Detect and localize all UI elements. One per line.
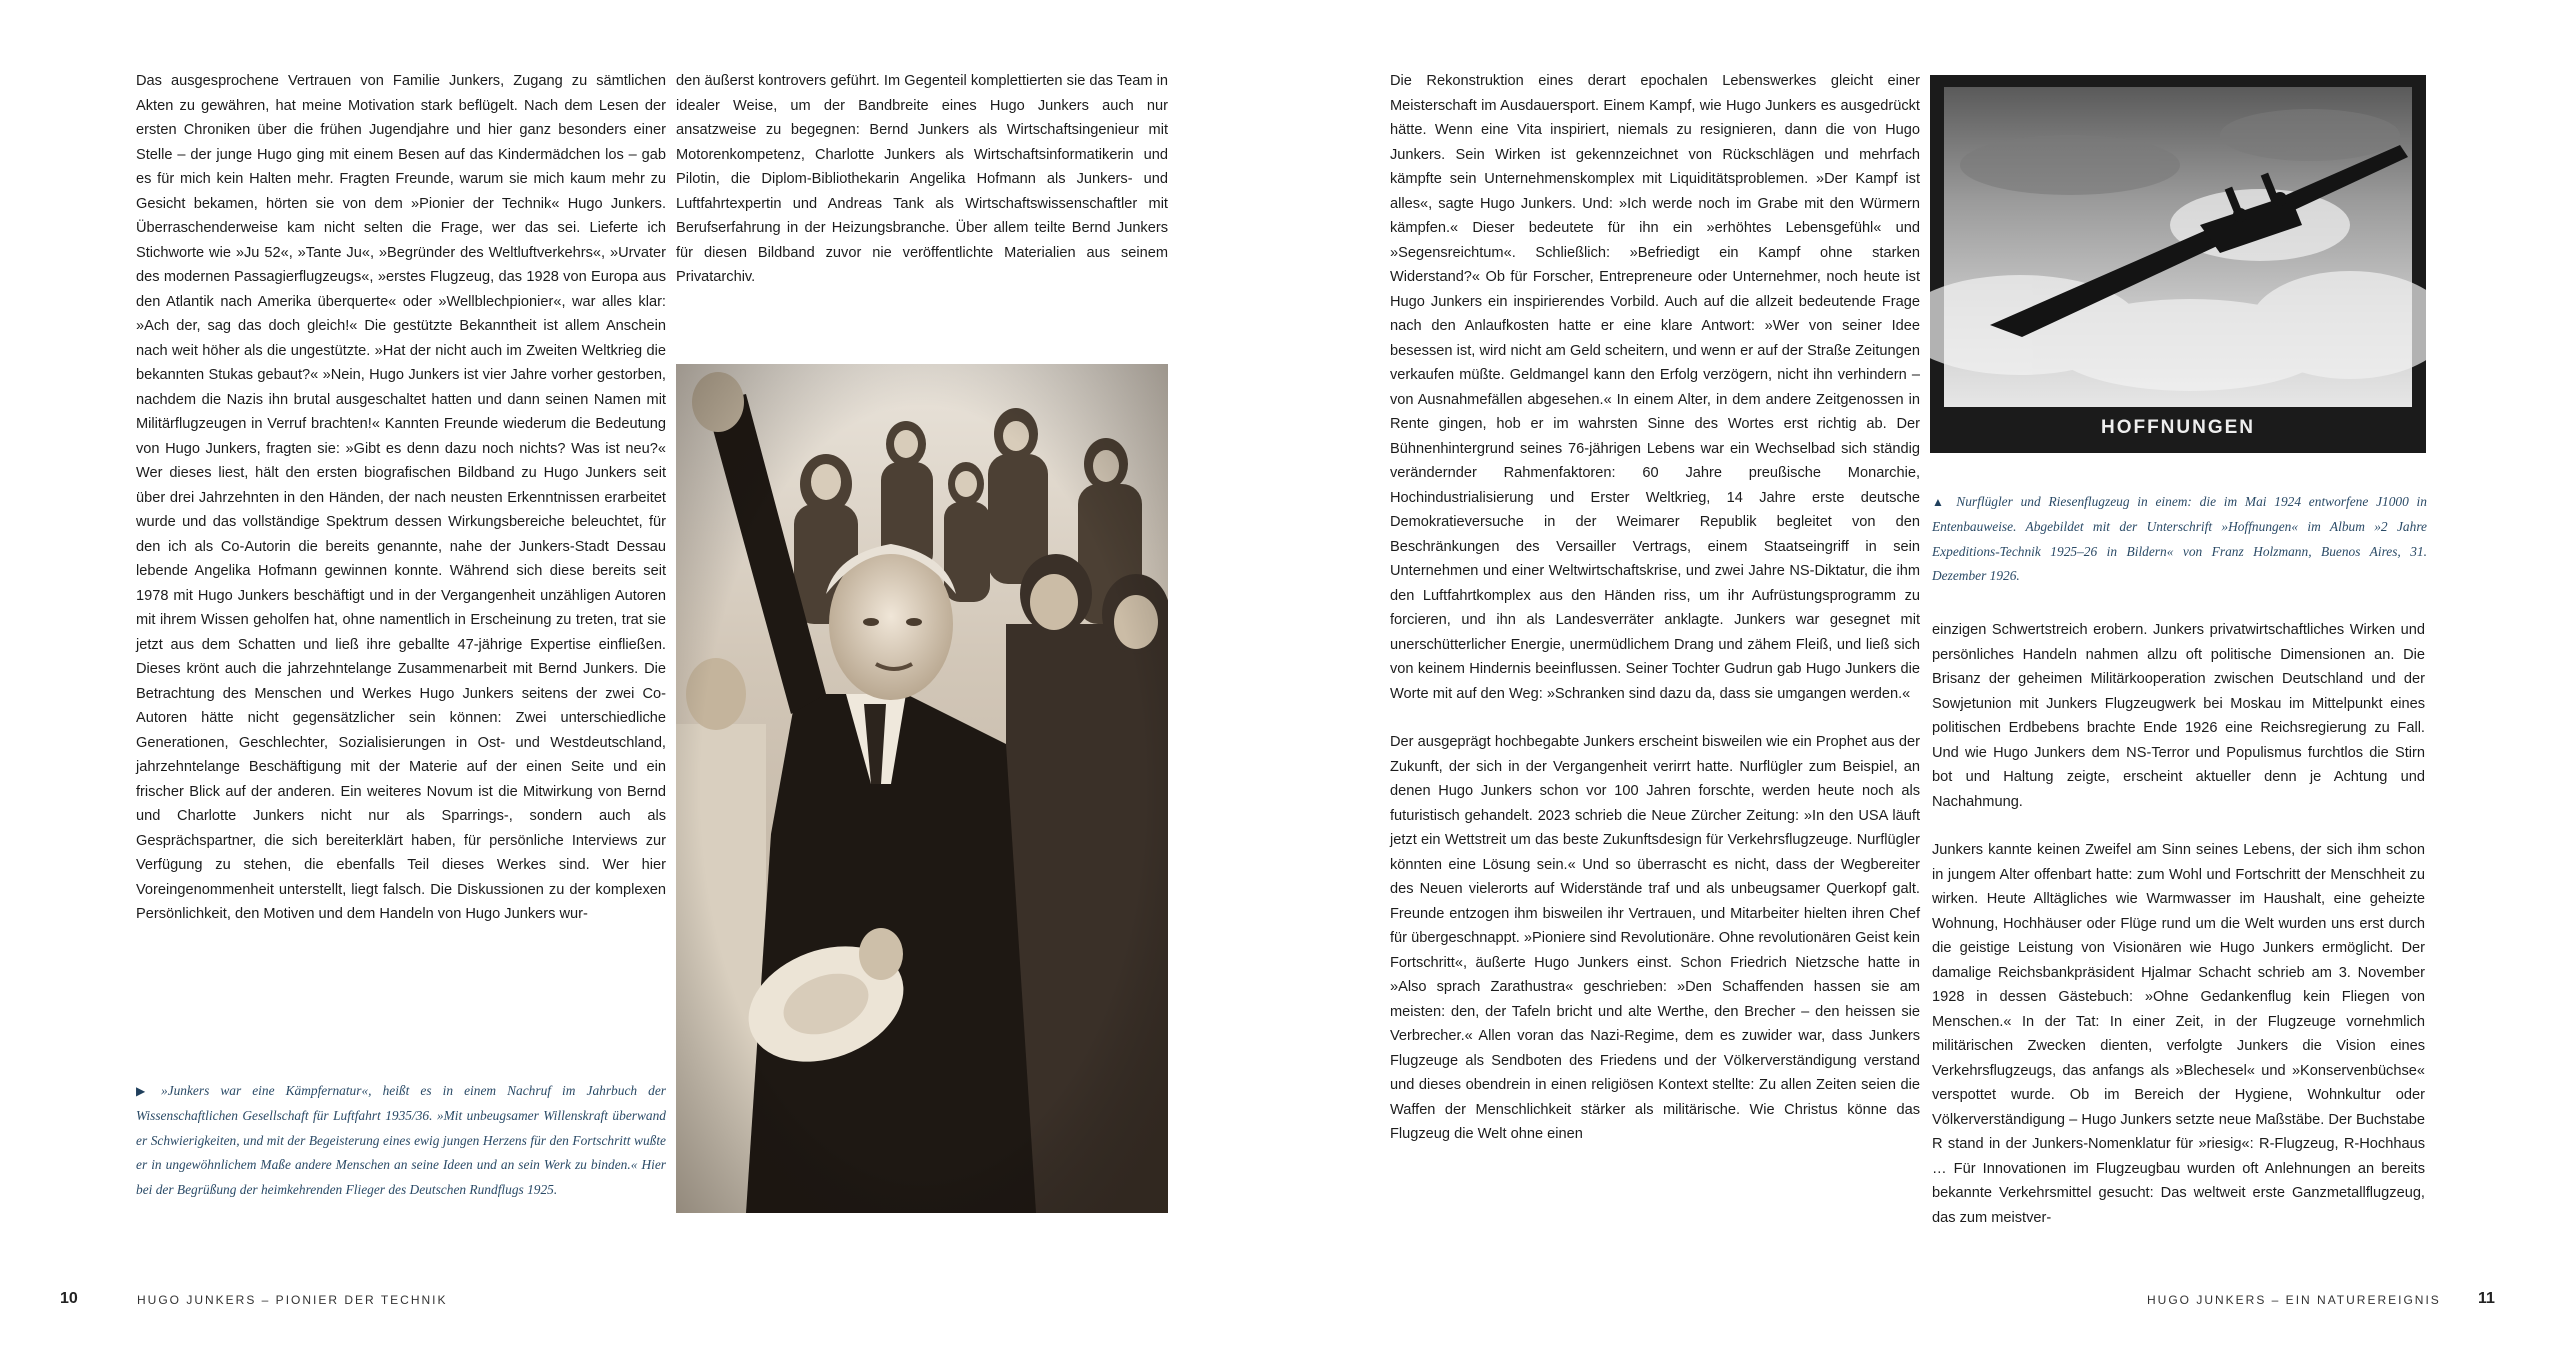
page-number-right: 11 [2478,1290,2495,1307]
plane-photo-image [1930,75,2426,453]
photo-junkers-j1000-flying-wing [1930,75,2426,453]
caption-text: Nurflügler und Riesenflugzeug in einem: die im Mai 1924 entworfene J1000 in Entenbauweise. Abgebildet mit der Unterschrift »Hoffnungen« im Album »2 Jahre Expeditions-Technik 1925–26 in Bildern« von Franz Holzmann, Buenos Aires, 31. Dezember 1926. [1932,494,2427,584]
right-page-column-1 [1390,69,1920,1147]
body-paragraph: Die Rekonstruktion eines derart epochalen Lebenswerkes gleicht einer Meisterschaft im Ausdauersport. Einem Kampf, wie Hugo Junkers es ausgedrückt hätte. Wenn eine Vita inspiriert, niemals zu resignieren, dann die von Hugo Junkers. Sein Wirken ist gekennzeichnet von Rückschlägen und mehrfach kämpfte sein Unternehmenskomplex mit Liquiditätsproblemen. »Der Kampf ist alles«, sagte Hugo Junkers. Und: »Ich werde noch im Grabe mit den Würmern kämpfen.« Dieser bedeutete für ihn ein »erhöhtes Lebensgefühl« und »Segensreichtum«. Schließlich: »Befriedigt ein Kampf ohne starken Widerstand?« Ob für Forscher, Entrepreneure oder Unternehmer, noch heute ist Hugo Junkers ein inspirierendes Vorbild. Auch auf die allzeit bedeutende Frage nach den Anlaufkosten hatte er eine klare Antwort: »Wer von seiner Idee besessen ist, wird nicht am Geld scheitern, und wenn er auf der Straße Zeitungen verkaufen müßte. Geldmangel kann den Erfolg verzögern, nicht ihn verhindern – von Ausnahmefällen abgesehen.« In einem Alter, in dem andere Zeitgenossen in Rente gingen, hob er im wahrsten Sinne des Wortes erst richtig ab. Der Bühnenhintergrund seines 76-jährigen Lebens war ein Wechselbad sich ständig verändernder Rahmenfaktoren: 60 Jahre preußische Monarchie, Hochindustrialisierung und Erster Weltkrieg, 14 Jahre erste deutsche Demokratieversuche in der Weimarer Republik begleitet von den Beschränkungen des Versailler Vertrags, einem Staatseingriff in sein Unternehmen und einer Weltwirtschaftskrise, und zwei Jahre NS-Diktatur, die ihm den Luftfahrtkomplex aus den Händen riss, um ihr Aufrüstungsprogramm zu forcieren, und ihn als Landesverräter anklagte. Junkers war gesegnet mit unerschütterlicher Energie, unermüdlichem Drang und zähem Fleiß, und ließ sich von keinem Hindernis beeinflussen. Seiner Tochter Gudrun gab Hugo Junkers die Worte mit auf den Weg: »Schranken sind dazu da, dass sie umgangen werden.« [1390,73,1920,702]
left-page-column-2 [676,69,1168,290]
photo-caption-right [1932,490,2427,589]
photo-hugo-junkers-crowd [676,364,1168,1213]
caption-pointer-up-icon: ▲ [1932,495,1949,509]
body-paragraph: den äußerst kontrovers geführt. Im Gegenteil komplettierten sie das Team in idealer Weise, um der Bandbreite eines Hugo Junkers auch nur ansatzweise zu begegnen: Bernd Junkers als Wirtschaftsingenieur mit Motorenkompetenz, Charlotte Junkers als Wirtschaftsinformatikerin und Pilotin, die Diplom-Bibliothekarin Angelika Hofmann als Junkers- und Luftfahrtexpertin und Andreas Tank als Wirtschaftswissenschaftler mit Berufserfahrung in der Heizungsbranche. Über allem teilte Bernd Junkers für diesen Bildband zuvor nie veröffentlichte Materialien aus seinem Privatarchiv. [676,73,1168,285]
caption-pointer-right-icon: ▶ [136,1084,153,1098]
page-number-left: 10 [60,1290,78,1307]
body-paragraph: Der ausgeprägt hochbegabte Junkers erscheint bisweilen wie ein Prophet aus der Zukunft, der sich in der Vergangenheit verirrt hatte. Nurflügler zum Beispiel, an denen Hugo Junkers schon vor 100 Jahren forschte, werden heute noch als futuristisch gehandelt. 2023 schrieb die Neue Zürcher Zeitung: »In den USA läuft jetzt ein Wettstreit um das beste Zukunftsdesign für Verkehrsflugzeuge. Nurflügler könnten eine Lösung sein.« Und so überrascht es nicht, dass der Wegbereiter des Neuen vielerorts auf Widerstände traf und als unbeugsamer Querkopf galt. Freunde entzogen ihm bisweilen ihr Vertrauen, und Mitarbeiter hielten ihren Chef für übergeschnappt. »Pioniere sind Revolutionäre. Ohne revolutionären Geist kein Fortschritt«, äußerte Hugo Junkers einst. Schon Friedrich Nietzsche hatte in »Also sprach Zarathustra« geschrieben: »Den Schaffenden hassen sie am meisten: den, der Tafeln bricht und alte Werthe, den Brecher – den heissen sie Verbrecher.« Allen voran das Nazi-Regime, dem es zuwider war, dass Junkers Flugzeuge als Sendboten des Friedens und der Völkerverständigung verstand und dieses obendrein in einen religiösen Kontext stellte: Zu allen Zeiten seien die Waffen der Menschlichkeit stärker als militärische. Wie Christus könne das Flugzeug die Welt ohne einen [1390,734,1920,1142]
body-paragraph: Junkers kannte keinen Zweifel am Sinn seines Lebens, der sich ihm schon in jungem Alter offenbart hatte: zum Wohl und Fortschritt der Menschheit zu wirken. Heute Alltägliches wie Warmwasser im Haushalt, eine geheizte Wohnung, Hochhäuser oder Flüge rund um die Welt wurden uns erst durch die geistige Leistung von Visionären wie Hugo Junkers ermöglicht. Der damalige Reichsbankpräsident Hjalmar Schacht schrieb am 3. November 1928 in dessen Gästebuch: »Ohne Gedankenflug kein Fliegen von Menschen.« In der Tat: In einer Zeit, in der Flugzeuge vornehmlich militärischen Zwecken dienten, verfolgte Junkers die Vision eines Verkehrsflugzeugs, das anfangs als »Blechesel« und »Konservenbüchse« verspottet wurde. Ob im Bereich der Hygiene, Wohnkultur oder Völkerverständigung – Hugo Junkers setzte neue Maßstäbe. Der Buchstabe R stand in der Junkers-Nomenklatur für »riesig«: R-Flugzeug, R-Hochhaus … Für Innovationen im Flugzeugbau wurden oft Anlehnungen an bereits bekannte Verkehrsmittel gesucht: Das weltweit erste Ganzmetallflugzeug, das zum meistver- [1932,842,2425,1226]
running-head-left: HUGO JUNKERS – PIONIER DER TECHNIK [137,1293,448,1307]
photo-caption-left [136,1079,666,1203]
left-page-column-1 [136,69,666,927]
caption-text: »Junkers war eine Kämpfernatur«, heißt es in einem Nachruf im Jahrbuch der Wissenschaftlichen Gesellschaft für Luftfahrt 1935/36. »Mit unbeugsamer Willenskraft überwand er Schwierigkeiten, und mit der Begeisterung eines ewig jungen Herzens für den Fortschritt wußte er in ungewöhnlichem Maße andere Menschen an seine Ideen und an sein Werk zu binden.« Hier bei der Begrüßung der heimkehrenden Flieger des Deutschen Rundflugs 1925. [136,1083,666,1198]
right-page-column-2 [1932,618,2425,1230]
body-paragraph: Das ausgesprochene Vertrauen von Familie Junkers, Zugang zu sämtlichen Akten zu gewähren, hat meine Motivation stark beflügelt. Nach dem Lesen der ersten Chroniken über die frühen Jugendjahre und hier ganz besonders einer Stelle – der junge Hugo ging mit einem Besen auf das Kindermädchen los – gab es für mich kein Halten mehr. Fragten Freunde, warum sie mich kaum mehr zu Gesicht bekamen, hörten sie von dem »Pionier der Technik« Hugo Junkers. Überraschenderweise kam nicht selten die Frage, wer das sei. Lieferte ich Stichworte wie »Ju 52«, »Tante Ju«, »Begründer des Weltluftverkehrs«, »Urvater des modernen Passagierflugzeugs«, »erstes Flugzeug, das 1928 von Europa aus den Atlantik nach Amerika überquerte« oder »Wellblechpionier«, war alles klar: »Ach der, sag das doch gleich!« Die gestützte Bekanntheit ist allem Anschein nach weit höher als die ungestützte. »Hat der nicht auch im Zweiten Weltkrieg die bekannten Stukas gebaut?« »Nein, Hugo Junkers ist vier Jahre vorher gestorben, nachdem die Nazis ihn brutal ausgeschaltet hatten und dann seinen Namen mit Militärflugzeugen in Verruf brachten!« Kannten Freunde wiederum die Bedeutung von Hugo Junkers, fragten sie: »Gibt es denn dazu noch nichts? Was ist neu?« Wer dieses liest, hält den ersten biografischen Bildband zu Hugo Junkers seit über drei Jahrzehnten in den Händen, der nach neusten Erkenntnissen erarbeitet wurde und das vollständige Spektrum dessen Wirkungsbereiche beleuchtet, für den ich als Co-Autorin die bereits genannte, nahe der Junkers-Stadt Dessau lebende Angelika Hofmann gewinnen konnte. Während sich diese bereits seit 1978 mit Hugo Junkers beschäftigt und in der Vergangenheit unzähligen Autoren mit ihrem Wissen geholfen hat, ohne namentlich in Erscheinung zu treten, trat sie jetzt aus dem Schatten und ließ ihre geballte 47-jährige Expertise einfließen. Dieses krönt auch die jahrzehntelange Zusammenarbeit mit Bernd Junkers. Die Betrachtung des Menschen und Werkes Hugo Junkers seitens der zwei Co-Autoren hätte nicht gegensätzlicher sein können: Zwei unterschiedliche Generationen, Geschlechter, Sozialisierungen in Ost- und Westdeutschland, jahrzehntelange Beschäftigung mit der Materie auf der einen Seite und ein frischer Blick auf der anderen. Ein weiteres Novum ist die Mitwirkung von Bernd und Charlotte Junkers nicht nur als Sparrings-, sondern auch als Gesprächspartner, die sich bereiterklärt haben, für persönliche Interviews zur Verfügung zu stehen, die ebenfalls Teil dieses Werkes sind. Wer hier Voreingenommenheit unterstellt, liegt falsch. Die Diskussionen zu der komplexen Persönlichkeit, den Motiven und dem Handeln von Hugo Junkers wur- [136,73,666,922]
crowd-photo-image [676,364,1168,1213]
running-head-right: HUGO JUNKERS – EIN NATUREREIGNIS [2147,1293,2441,1307]
photo-label: HOFFNUNGEN [2100,417,2256,438]
body-paragraph: einzigen Schwertstreich erobern. Junkers privatwirtschaftliches Wirken und persönliches Handeln nahmen allzu oft politische Dimensionen an. Die Brisanz der geheimen Militärkooperation zwischen Deutschland und der Sowjetunion mit Junkers Flugzeugwerk bei Moskau im Mittelpunkt eines politischen Erdbebens brachte Ende 1926 eine Reichsregierung zu Fall. Und wie Hugo Junkers dem NS-Terror und Populismus furchtlos die Stirn bot und Haltung zeigte, erscheint aktueller denn je Achtung und Nachahmung. [1932,622,2425,810]
